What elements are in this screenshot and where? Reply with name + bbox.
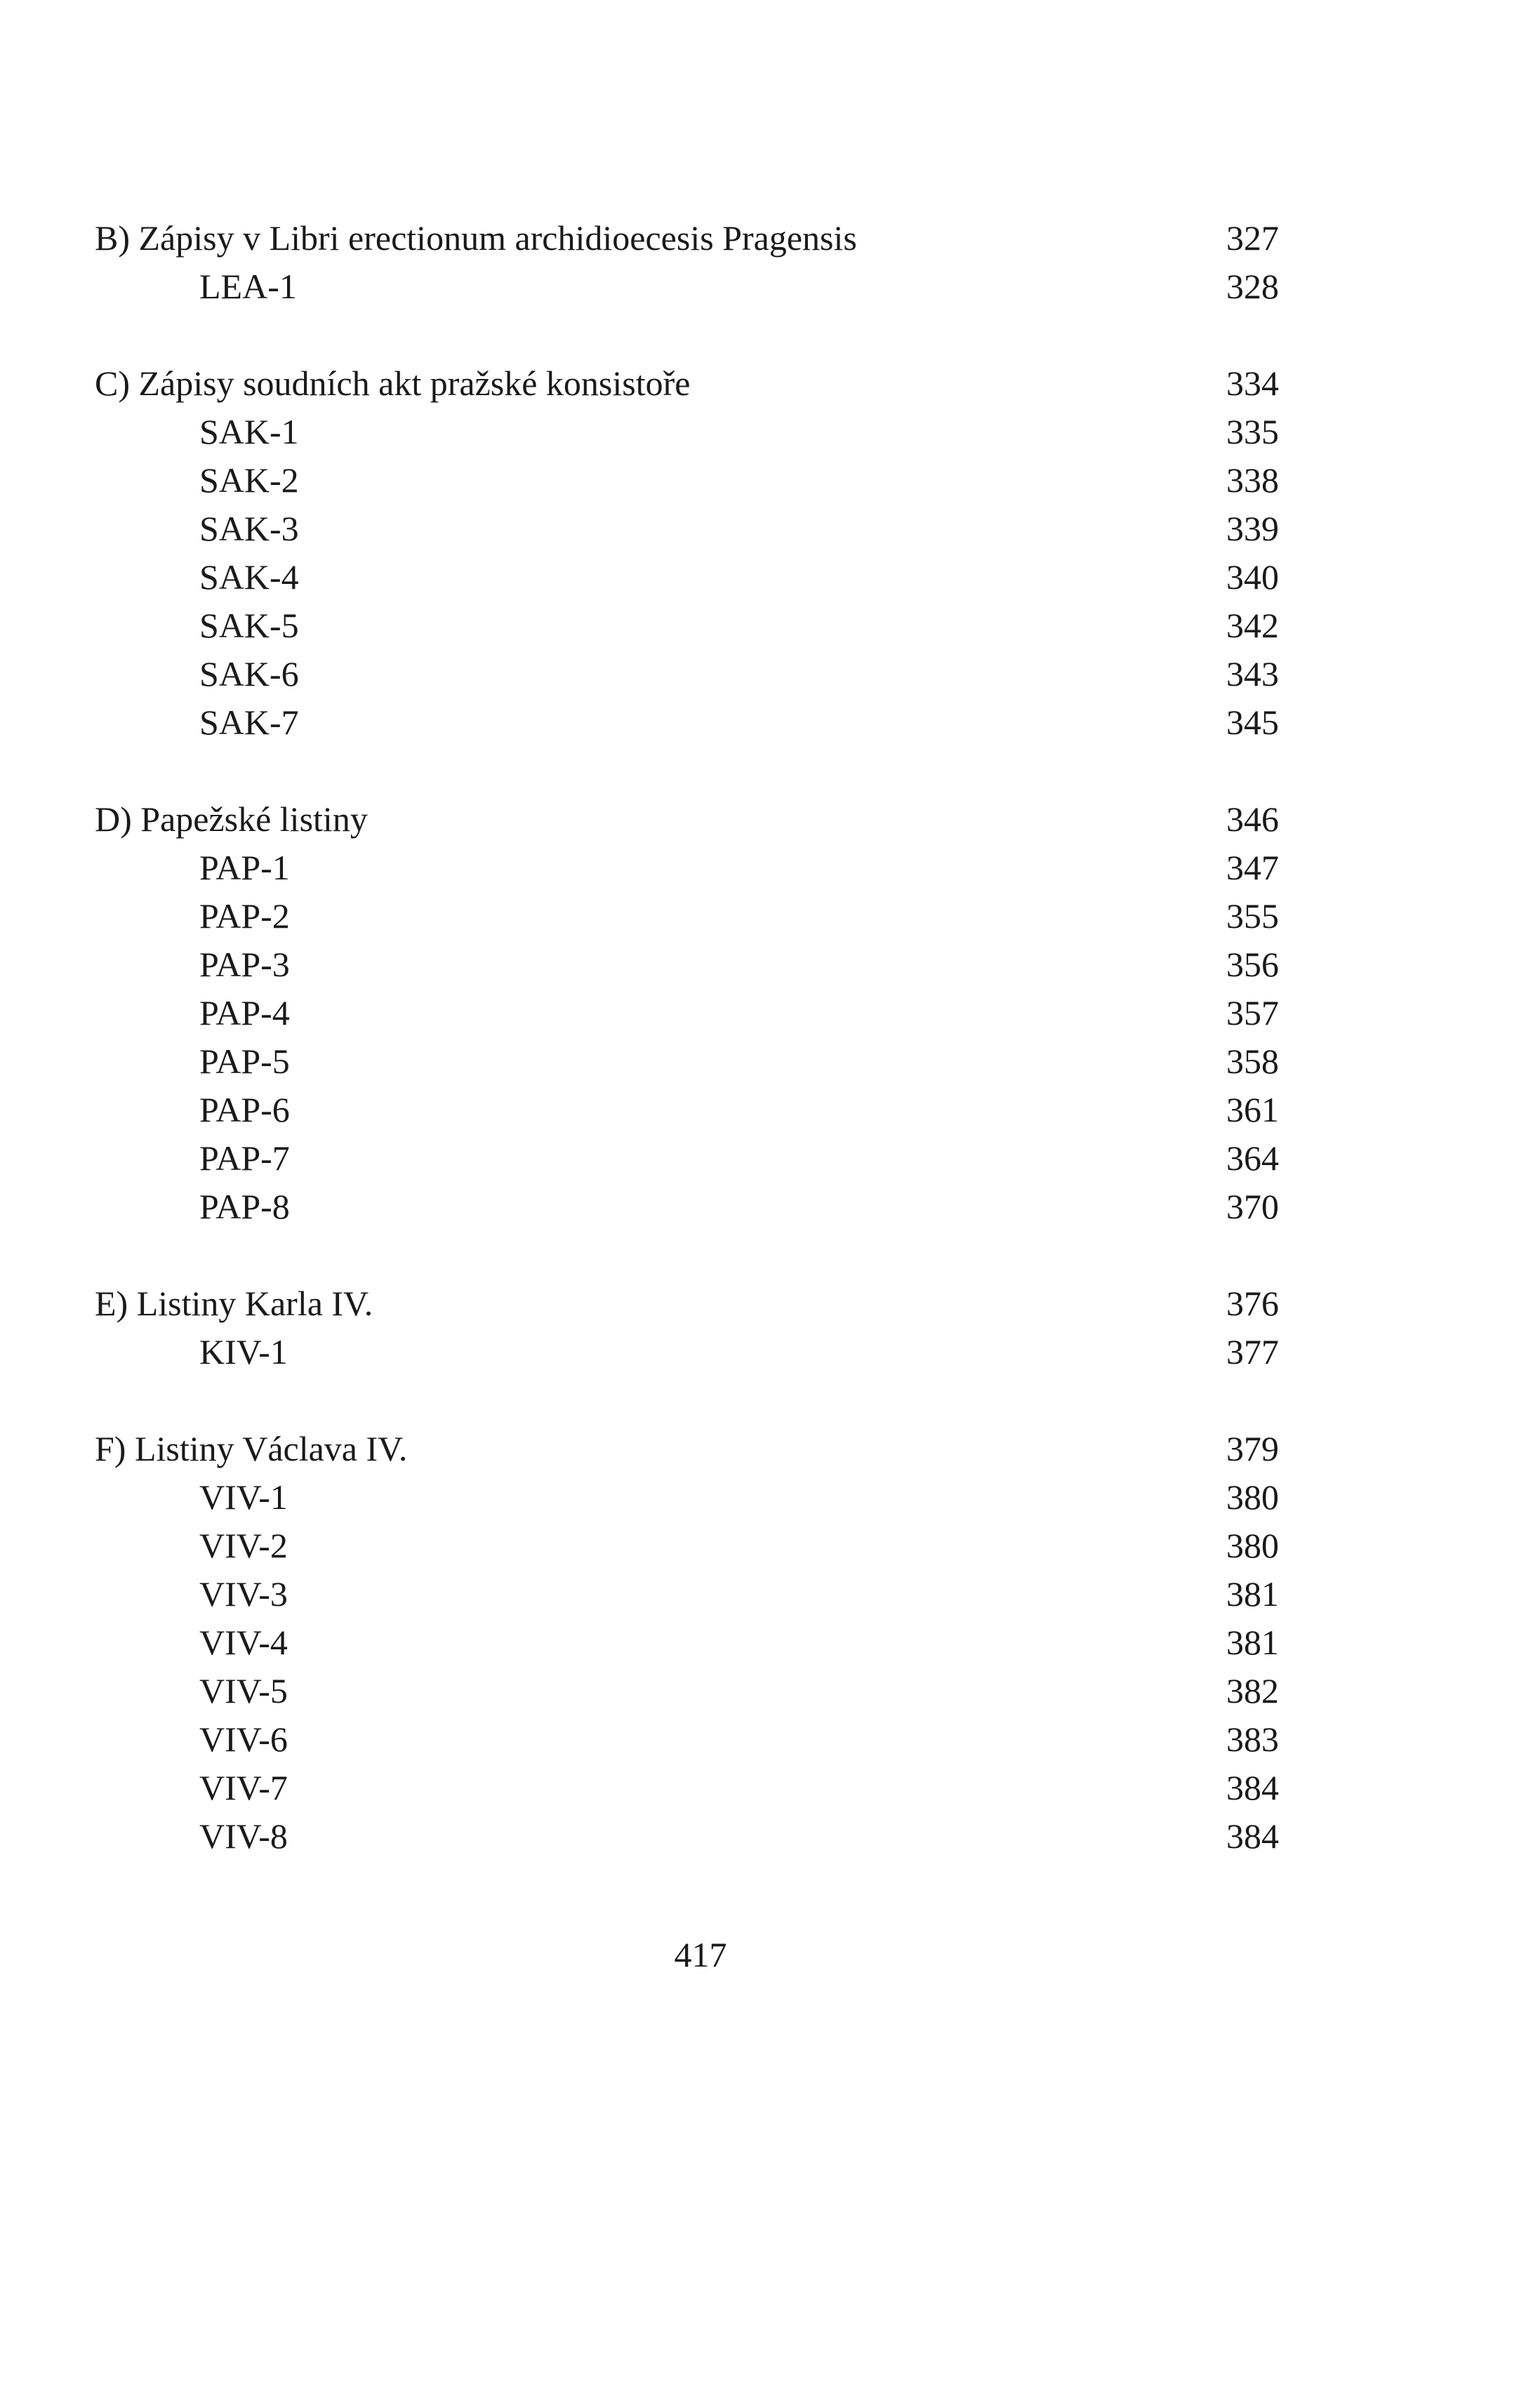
entry-label: VIV-6 bbox=[199, 1720, 288, 1759]
entry-label: VIV-8 bbox=[199, 1816, 288, 1856]
page-reference: 347 bbox=[1226, 848, 1279, 887]
entry-label: PAP-7 bbox=[199, 1138, 290, 1178]
page-reference: 356 bbox=[1226, 945, 1279, 984]
page-reference: 327 bbox=[1226, 218, 1279, 258]
toc-entry bbox=[0, 552, 1540, 601]
entry-label: LEA-1 bbox=[199, 267, 297, 306]
page-reference: 345 bbox=[1226, 703, 1279, 742]
page-reference: 364 bbox=[1226, 1138, 1279, 1178]
entry-label: VIV-4 bbox=[199, 1623, 288, 1662]
page-reference: 343 bbox=[1226, 654, 1279, 693]
section-title: E) Listiny Karla IV. bbox=[95, 1284, 373, 1323]
toc-entry bbox=[0, 1811, 1540, 1861]
toc-entry bbox=[0, 1037, 1540, 1086]
toc-section-heading bbox=[0, 1424, 1540, 1473]
toc-entry bbox=[0, 262, 1540, 311]
page-reference: 380 bbox=[1226, 1526, 1279, 1565]
page-reference: 379 bbox=[1226, 1429, 1279, 1468]
toc-section-heading bbox=[0, 359, 1540, 408]
toc-entry bbox=[0, 1133, 1540, 1183]
page-reference: 334 bbox=[1226, 364, 1279, 403]
page-reference: 355 bbox=[1226, 896, 1279, 936]
page-reference: 339 bbox=[1226, 509, 1279, 548]
entry-label: VIV-1 bbox=[199, 1477, 288, 1517]
page-reference: 384 bbox=[1226, 1768, 1279, 1807]
section-title: D) Papežské listiny bbox=[95, 799, 368, 839]
entry-label: VIV-5 bbox=[199, 1671, 288, 1710]
toc-section-heading bbox=[0, 213, 1540, 262]
toc-entry bbox=[0, 1085, 1540, 1134]
page-number: 417 bbox=[674, 1935, 727, 1974]
entry-label: SAK-6 bbox=[199, 654, 299, 693]
toc-entry bbox=[0, 1472, 1540, 1522]
page-reference: 338 bbox=[1226, 460, 1279, 500]
page-reference: 383 bbox=[1226, 1720, 1279, 1759]
section-title: F) Listiny Václava IV. bbox=[95, 1429, 408, 1468]
toc-entry bbox=[0, 891, 1540, 940]
toc-entry bbox=[0, 1763, 1540, 1812]
entry-label: PAP-5 bbox=[199, 1042, 290, 1081]
entry-label: PAP-1 bbox=[199, 848, 290, 887]
toc-entry bbox=[0, 1521, 1540, 1570]
section-title: B) Zápisy v Libri erectionum archidioecesis Pragensis bbox=[95, 218, 857, 258]
section-title: C) Zápisy soudních akt pražské konsistoře bbox=[95, 364, 691, 403]
page-reference: 346 bbox=[1226, 799, 1279, 839]
page-reference: 384 bbox=[1226, 1816, 1279, 1856]
toc-entry bbox=[0, 504, 1540, 553]
toc-entry bbox=[0, 1182, 1540, 1231]
toc-entry bbox=[0, 1569, 1540, 1618]
page-reference: 382 bbox=[1226, 1671, 1279, 1710]
toc-entry bbox=[0, 988, 1540, 1037]
entry-label: SAK-1 bbox=[199, 412, 299, 451]
page-reference: 380 bbox=[1226, 1477, 1279, 1517]
toc-section-heading bbox=[0, 1279, 1540, 1328]
entry-label: SAK-4 bbox=[199, 557, 299, 597]
page-reference: 340 bbox=[1226, 557, 1279, 597]
toc-entry bbox=[0, 601, 1540, 650]
entry-label: SAK-5 bbox=[199, 606, 299, 645]
entry-label: PAP-2 bbox=[199, 896, 290, 936]
toc-entry bbox=[0, 940, 1540, 989]
toc-entry bbox=[0, 843, 1540, 892]
entry-label: PAP-6 bbox=[199, 1090, 290, 1129]
page-reference: 377 bbox=[1226, 1332, 1279, 1371]
page-reference: 335 bbox=[1226, 412, 1279, 451]
page-reference: 358 bbox=[1226, 1042, 1279, 1081]
toc-section-heading bbox=[0, 794, 1540, 844]
page-reference: 370 bbox=[1226, 1187, 1279, 1226]
toc-entry bbox=[0, 1666, 1540, 1715]
page-reference: 376 bbox=[1226, 1284, 1279, 1323]
entry-label: VIV-3 bbox=[199, 1574, 288, 1614]
entry-label: SAK-7 bbox=[199, 703, 299, 742]
entry-label: VIV-2 bbox=[199, 1526, 288, 1565]
toc-entry bbox=[0, 1618, 1540, 1667]
page-reference: 357 bbox=[1226, 993, 1279, 1032]
entry-label: SAK-3 bbox=[199, 509, 299, 548]
entry-label: PAP-4 bbox=[199, 993, 290, 1032]
page-reference: 328 bbox=[1226, 267, 1279, 306]
entry-label: KIV-1 bbox=[199, 1332, 288, 1371]
page-reference: 361 bbox=[1226, 1090, 1279, 1129]
toc-entry bbox=[0, 407, 1540, 456]
toc-entry bbox=[0, 456, 1540, 505]
page-reference: 381 bbox=[1226, 1574, 1279, 1614]
entry-label: VIV-7 bbox=[199, 1768, 288, 1807]
toc-entry bbox=[0, 1715, 1540, 1764]
toc-entry bbox=[0, 1327, 1540, 1376]
page-reference: 381 bbox=[1226, 1623, 1279, 1662]
page-reference: 342 bbox=[1226, 606, 1279, 645]
toc-entry bbox=[0, 649, 1540, 698]
toc-entry bbox=[0, 698, 1540, 747]
entry-label: PAP-8 bbox=[199, 1187, 290, 1226]
entry-label: PAP-3 bbox=[199, 945, 290, 984]
entry-label: SAK-2 bbox=[199, 460, 299, 500]
